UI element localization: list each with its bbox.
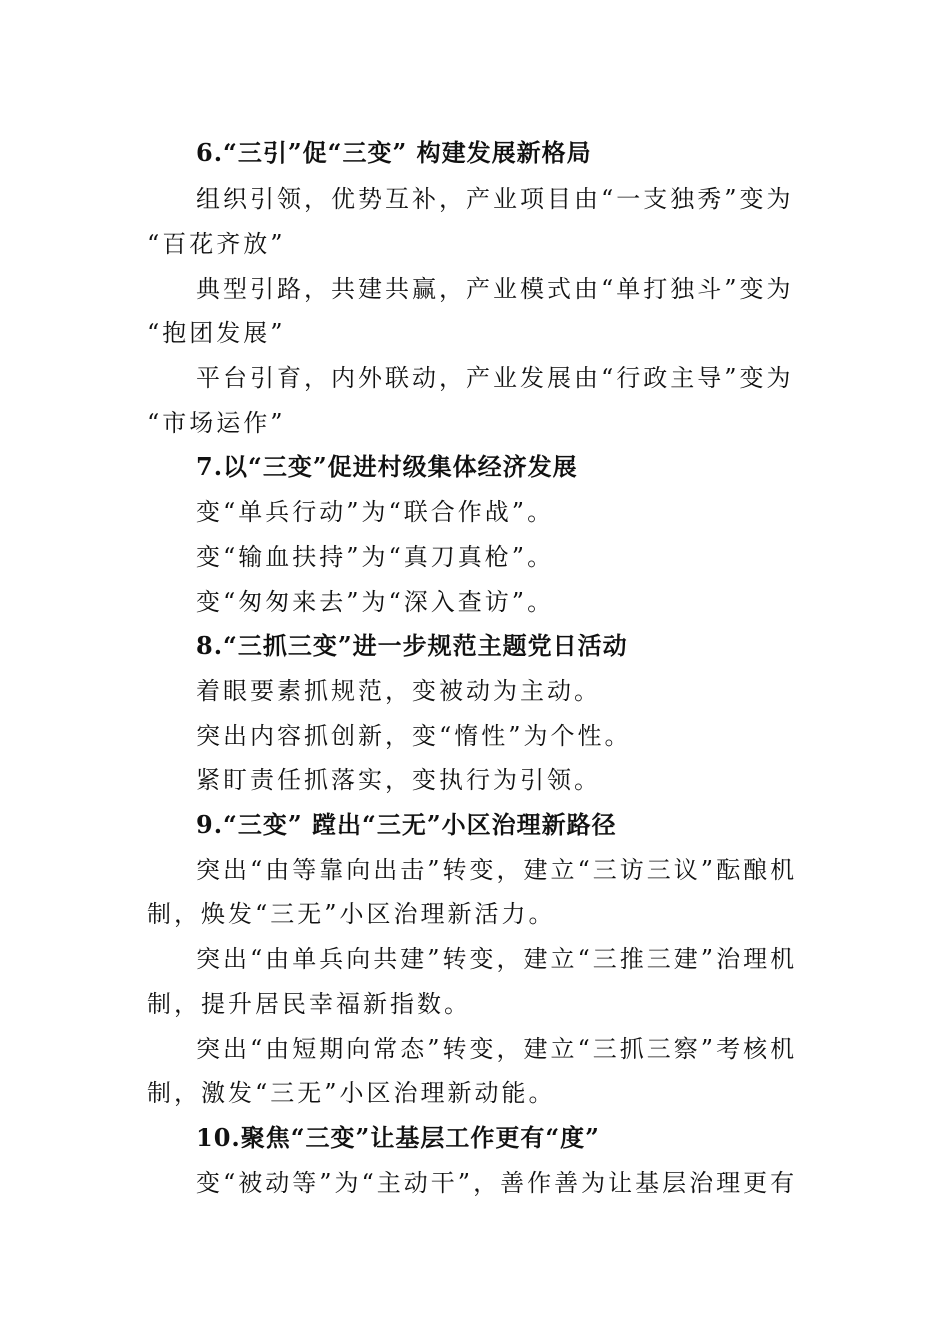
paragraph-line: “抱团发展” — [147, 319, 286, 347]
section-heading: 7.以“三变”促进村级集体经济发展 — [196, 452, 578, 481]
paragraph-line: 突出“由单兵向共建”转变，建立“三推三建”治理机 — [196, 945, 798, 973]
paragraph-line: 突出“由等靠向出击”转变，建立“三访三议”酝酿机 — [196, 856, 798, 884]
paragraph-line: 突出内容抓创新，变“惰性”为个性。 — [196, 722, 632, 750]
paragraph-line: 平台引育，内外联动，产业发展由“行政主导”变为 — [196, 364, 794, 392]
paragraph-line: 突出“由短期向常态”转变，建立“三抓三察”考核机 — [196, 1035, 798, 1063]
paragraph-line: 变“匆匆来去”为“深入查访”。 — [196, 588, 555, 616]
paragraph-line: 变“被动等”为“主动干”，善作善为让基层治理更有 — [196, 1169, 798, 1197]
paragraph-line: “市场运作” — [147, 409, 286, 437]
paragraph-line: “百花齐放” — [147, 230, 286, 258]
paragraph-line: 着眼要素抓规范，变被动为主动。 — [196, 677, 601, 705]
section-heading: 9.“三变” 蹚出“三无”小区治理新路径 — [196, 810, 617, 839]
paragraph-line: 组织引领，优势互补，产业项目由“一支独秀”变为 — [196, 185, 794, 213]
paragraph-line: 制，提升居民幸福新指数。 — [147, 990, 471, 1018]
paragraph-line: 制，焕发“三无”小区治理新活力。 — [147, 900, 556, 928]
paragraph-line: 典型引路，共建共赢，产业模式由“单打独斗”变为 — [196, 275, 794, 303]
paragraph-line: 变“单兵行动”为“联合作战”。 — [196, 498, 555, 526]
paragraph-line: 紧盯责任抓落实，变执行为引领。 — [196, 766, 601, 794]
paragraph-line: 变“输血扶持”为“真刀真枪”。 — [196, 543, 555, 571]
paragraph-line: 制，激发“三无”小区治理新动能。 — [147, 1079, 556, 1107]
section-heading: 6.“三引”促“三变” 构建发展新格局 — [196, 138, 592, 167]
section-heading: 8.“三抓三变”进一步规范主题党日活动 — [196, 631, 628, 660]
section-heading: 10.聚焦“三变”让基层工作更有“度” — [196, 1123, 600, 1152]
